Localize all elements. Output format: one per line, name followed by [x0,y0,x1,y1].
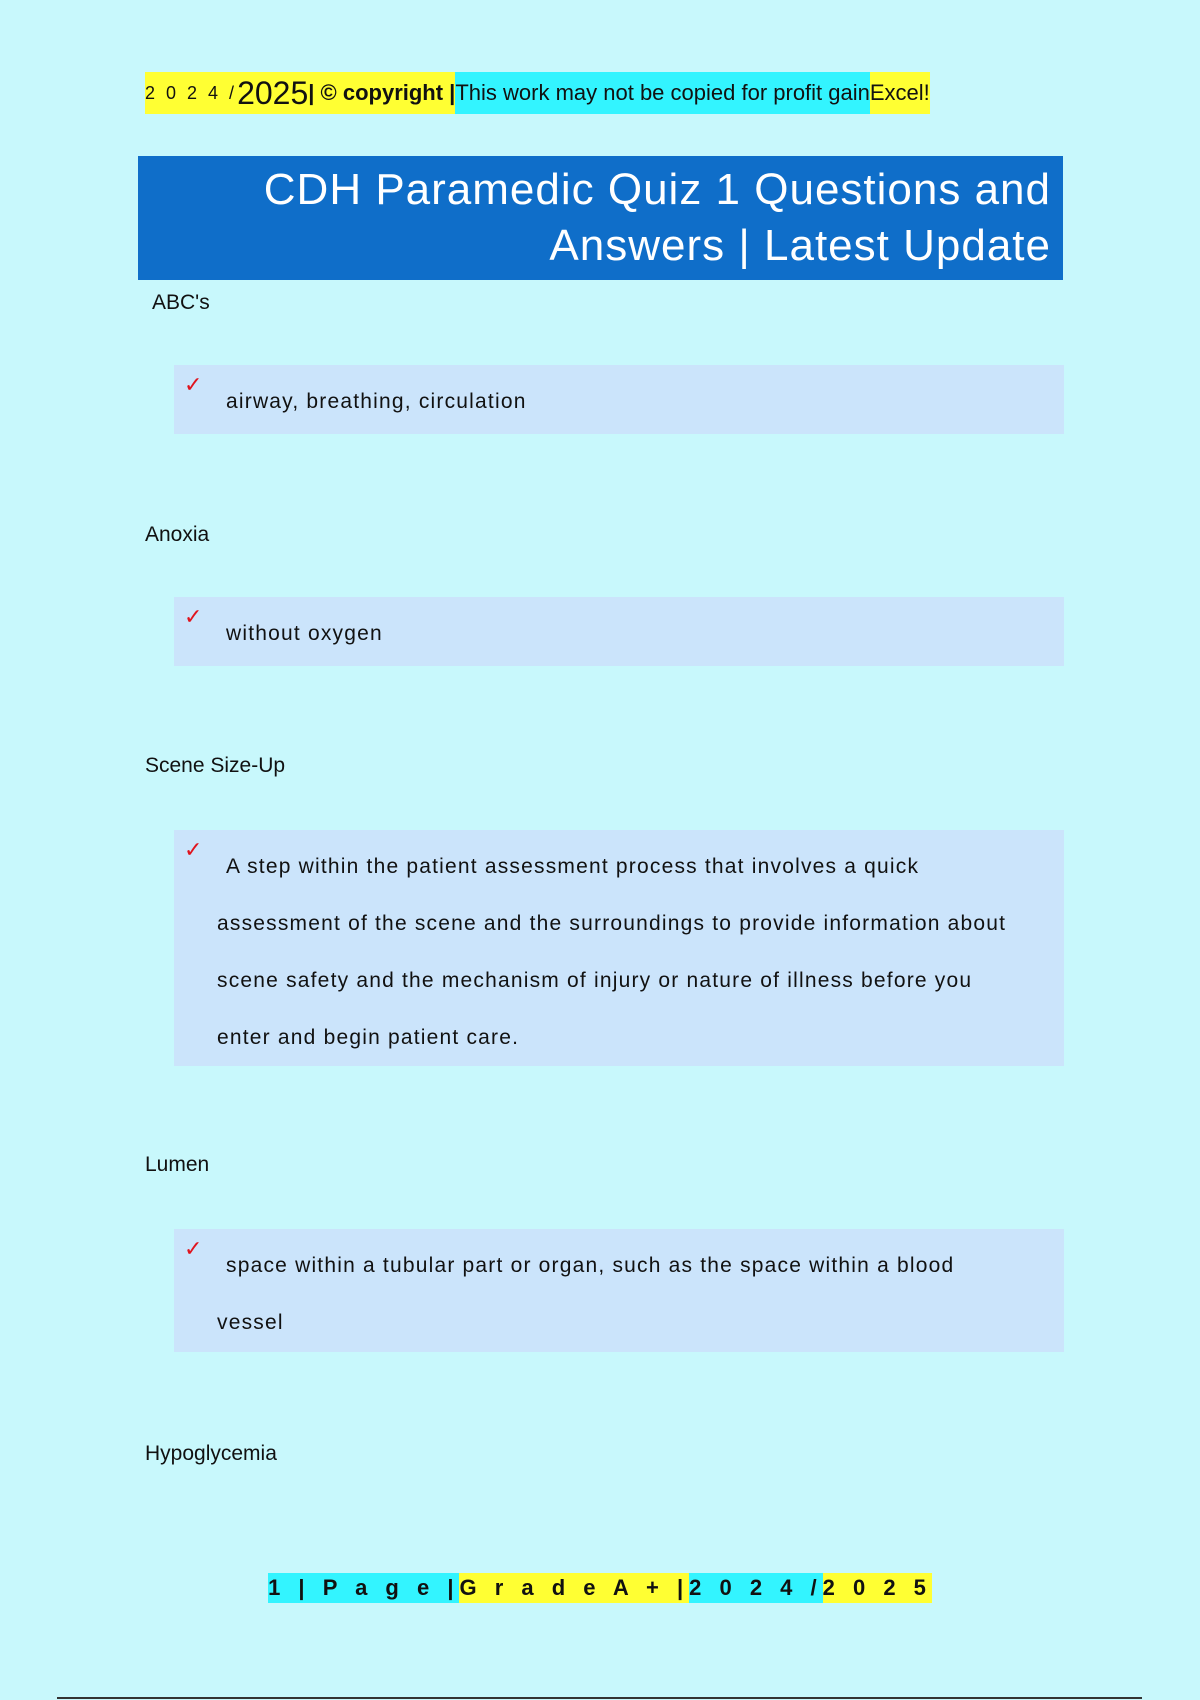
term-abcs: ABC's [152,291,210,314]
answer-text: A step within the patient assessment process that involves a quick assessment of the scene and the surroundings to provide information about scene safety and the mechanism of injury or nature of illness before you enter and begin patient care. [217,855,1007,1049]
footer-divider [57,1697,1142,1699]
header-excel: Excel! [870,72,930,114]
answer-text: airway, breathing, circulation [226,390,527,413]
term-hypoglycemia: Hypoglycemia [145,1442,277,1465]
check-icon: ✓ [184,837,204,862]
answer-box-scene-size-up [174,830,1064,1066]
term-lumen: Lumen [145,1153,210,1176]
term-scene-size-up: Scene Size-Up [145,754,286,777]
answer-box-anoxia [174,597,1064,666]
check-icon: ✓ [184,604,204,629]
footer-page: 1 | P a g e | [268,1573,459,1603]
header-copyright: | © copyright | [308,72,455,114]
header-year-small: 2 0 2 4 / [145,72,237,114]
header-year-big: 2025 [237,72,308,114]
check-icon: ✓ [184,372,204,397]
answer-text: without oxygen [226,622,383,645]
answer-box-abcs [174,365,1064,434]
answer-text: space within a tubular part or organ, such as the space within a blood vessel [217,1254,955,1334]
footer-grade: G r a d e A + | [459,1573,689,1603]
footer-year-a: 2 0 2 4 / [689,1573,823,1603]
document-title: CDH Paramedic Quiz 1 Questions and Answers | Latest Update [138,156,1063,280]
term-anoxia: Anoxia [145,523,210,546]
header-notice: This work may not be copied for profit gain [455,72,870,114]
answer-box-lumen [174,1229,1064,1352]
footer-year-b: 2 0 2 5 [823,1573,932,1603]
check-icon: ✓ [184,1236,204,1261]
page-footer [0,1573,1200,1603]
copyright-header [145,72,930,114]
